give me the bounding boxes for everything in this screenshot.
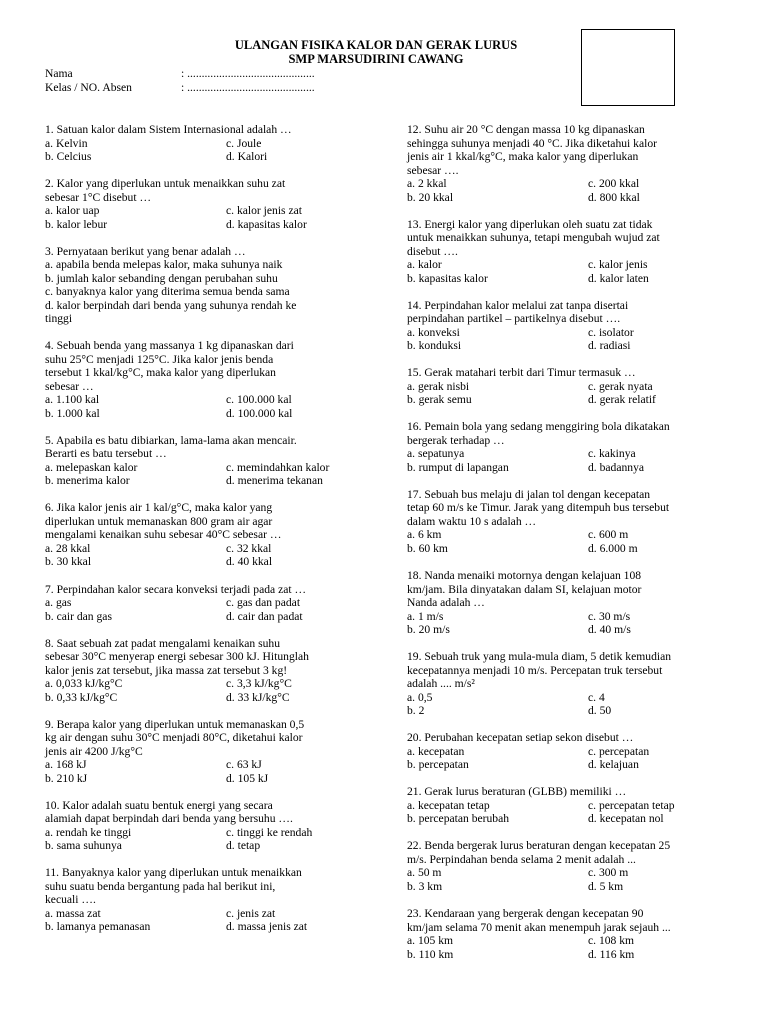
answer-option[interactable]: a. 2 kkal	[407, 177, 447, 190]
answer-options	[45, 258, 370, 326]
answer-option[interactable]: a. konveksi	[407, 325, 460, 339]
answer-options	[45, 393, 370, 420]
question-stem: 7. Perpindahan kalor secara konveksi terjadi pada zat …	[45, 582, 307, 596]
answer-option[interactable]: d. badannya	[588, 460, 645, 474]
question-stem: 13. Energi kalor yang diperlukan oleh suatu zat tidak untuk menaikkan suhunya, tetapi mengubah wujud zat disebut ….	[407, 217, 660, 258]
answer-option[interactable]: b. 20 m/s	[407, 623, 450, 637]
answer-option[interactable]: a. 1.100 kal	[45, 393, 100, 407]
answer-option[interactable]: d. kapasitas kalor	[226, 217, 307, 231]
answer-option[interactable]: c. gas dan padat	[226, 596, 301, 610]
question-item	[407, 569, 727, 637]
answer-options	[407, 745, 727, 772]
answer-options	[407, 691, 727, 718]
question-stem: 1. Satuan kalor dalam Sistem Internasional adalah …	[45, 123, 292, 136]
answer-option[interactable]: b. konduksi	[407, 339, 462, 353]
identity-row-class	[45, 81, 375, 95]
question-stem: 16. Pemain bola yang sedang menggiring bola dikatakan bergerak terhadap …	[407, 420, 670, 447]
questions-left-column	[45, 123, 370, 948]
answer-option[interactable]: d. 40 m/s	[588, 623, 631, 637]
answer-option[interactable]: a. kecepatan	[407, 744, 465, 758]
answer-option[interactable]: b. percepatan berubah	[407, 812, 510, 826]
question-stem: 14. Perpindahan kalor melalui zat tanpa disertai perpindahan partikel – partikelnya disebut ….	[407, 298, 629, 326]
answer-options	[407, 610, 727, 637]
question-stem: 18. Nanda menaiki motornya dengan kelajuan 108 km/jam. Bila dinyatakan dalam SI, kelajuan motor Nanda adalah …	[407, 569, 642, 610]
question-stem: 3. Pernyataan berikut yang benar adalah …	[45, 244, 246, 258]
answer-options	[45, 677, 370, 704]
question-item	[45, 583, 370, 624]
answer-option[interactable]: d. 33 kJ/kg°C	[226, 690, 290, 704]
answer-option[interactable]: d. kalor berpindah dari benda yang suhunya rendah ke tinggi	[45, 298, 297, 326]
answer-option[interactable]: a. gas	[45, 596, 72, 610]
answer-option[interactable]: d. kelajuan	[588, 758, 639, 772]
question-stem: 8. Saat sebuah zat padat mengalami kenaikan suhu sebesar 30°C menyerap energi sebesar 300 kJ. Hitunglah kalor jenis zat tersebut, jika massa zat tersebut 3 kg!	[45, 636, 309, 677]
question-item	[45, 718, 370, 786]
answer-option[interactable]: a. kalor	[407, 258, 442, 272]
question-item	[407, 731, 727, 772]
answer-option[interactable]: b. 2	[407, 704, 425, 718]
answer-option[interactable]: d. 800 kkal	[588, 190, 640, 204]
answer-option[interactable]: b. 1.000 kal	[45, 406, 100, 420]
answer-option[interactable]: a. kecepatan tetap	[407, 798, 490, 812]
answer-option[interactable]: c. percepatan tetap	[588, 798, 675, 812]
answer-option[interactable]: a. 50 m	[407, 866, 442, 880]
question-stem: 15. Gerak matahari terbit dari Timur termasuk …	[407, 366, 636, 380]
answer-option[interactable]: c. jenis zat	[226, 906, 276, 920]
answer-option[interactable]: c. kalor jenis	[588, 258, 648, 272]
question-item	[45, 123, 370, 164]
answer-option[interactable]: b. rumput di lapangan	[407, 460, 509, 474]
question-item	[45, 434, 370, 488]
answer-option[interactable]: a. 6 km	[407, 528, 442, 542]
answer-option[interactable]: d. gerak relatif	[588, 393, 656, 407]
question-stem: 5. Apabila es batu dibiarkan, lama-lama akan mencair. Berarti es batu tersebut …	[45, 433, 297, 461]
answer-options	[45, 137, 370, 164]
question-item	[407, 785, 727, 826]
question-item	[45, 245, 370, 326]
answer-option[interactable]: b. percepatan	[407, 758, 469, 772]
answer-option[interactable]: b. 110 km	[407, 947, 454, 961]
answer-option[interactable]: b. menerima kalor	[45, 474, 130, 488]
answer-options	[45, 596, 370, 623]
question-item	[407, 366, 727, 407]
identity-label: Kelas / NO. Absen	[45, 80, 132, 94]
answer-option[interactable]: b. 30 kkal	[45, 555, 92, 569]
answer-option[interactable]: a. 0,033 kJ/kg°C	[45, 677, 123, 691]
question-item	[45, 799, 370, 853]
answer-option[interactable]: d. 116 km	[588, 947, 635, 961]
answer-options	[407, 177, 727, 204]
answer-options	[407, 258, 727, 285]
answer-option[interactable]: a. apabila benda melepas kalor, maka suhunya naik	[45, 258, 283, 272]
answer-option[interactable]: c. gerak nyata	[588, 379, 653, 393]
answer-option[interactable]: b. lamanya pemanasan	[45, 920, 151, 934]
question-item	[45, 177, 370, 231]
answer-options	[45, 542, 370, 569]
answer-option[interactable]: a. kalor uap	[45, 204, 100, 218]
question-item	[407, 650, 727, 718]
answer-options	[45, 204, 370, 231]
answer-option[interactable]: a. 105 km	[407, 934, 454, 948]
question-item	[407, 299, 727, 353]
answer-option[interactable]: d. 5 km	[588, 879, 624, 893]
answer-option[interactable]: d. menerima tekanan	[226, 474, 323, 488]
answer-option[interactable]: b. sama suhunya	[45, 839, 122, 853]
answer-option[interactable]: d. 100.000 kal	[226, 406, 293, 420]
answer-option[interactable]: c. tinggi ke rendah	[226, 825, 313, 839]
question-stem: 22. Benda bergerak lurus beraturan dengan kecepatan 25 m/s. Perpindahan benda selama 2 menit adalah ...	[407, 839, 671, 866]
question-item	[407, 907, 727, 961]
answer-option[interactable]: c. Joule	[226, 136, 262, 150]
photo-box	[581, 29, 675, 106]
answer-option[interactable]: d. 50	[588, 704, 612, 718]
question-stem: 23. Kendaraan yang bergerak dengan kecepatan 90 km/jam selama 70 menit akan menempuh jarak sejauh ...	[407, 907, 671, 934]
question-item	[45, 501, 370, 569]
answer-option[interactable]: c. 30 m/s	[588, 609, 631, 623]
answer-option[interactable]: c. 200 kkal	[588, 177, 640, 190]
answer-option[interactable]: d. massa jenis zat	[226, 920, 308, 934]
answer-option[interactable]: a. 1 m/s	[407, 609, 444, 623]
question-stem: 12. Suhu air 20 °C dengan massa 10 kg dipanaskan sehingga suhunya menjadi 40 °C. Jika diketahui kalor jenis air 1 kkal/kg°C, maka kalor yang diperlukan sebesar ….	[407, 123, 657, 177]
answer-option[interactable]: c. isolator	[588, 325, 634, 339]
answer-option[interactable]: c. kalor jenis zat	[226, 204, 302, 218]
answer-option[interactable]: c. percepatan	[588, 744, 650, 758]
identity-label: Nama	[45, 67, 73, 80]
answer-options	[45, 826, 370, 853]
answer-options	[407, 799, 727, 826]
question-stem: 20. Perubahan kecepatan setiap sekon disebut …	[407, 731, 634, 745]
answer-option[interactable]: b. 0,33 kJ/kg°C	[45, 690, 118, 704]
answer-options	[45, 758, 370, 785]
answer-option[interactable]: d. 40 kkal	[226, 555, 273, 569]
question-stem: 19. Sebuah truk yang mula-mula diam, 5 detik kemudian kecepatannya menjadi 10 m/s. Percepatan truk tersebut adalah .... m/s²	[407, 650, 672, 691]
answer-option[interactable]: b. gerak semu	[407, 393, 472, 407]
answer-option[interactable]: a. Kelvin	[45, 136, 88, 150]
questions-right-column	[407, 123, 727, 975]
answer-option[interactable]: b. 60 km	[407, 541, 448, 555]
answer-option[interactable]: c. 100.000 kal	[226, 393, 292, 407]
answer-option[interactable]: d. 105 kJ	[226, 771, 269, 785]
answer-option[interactable]: c. 108 km	[588, 934, 635, 948]
answer-option[interactable]: b. jumlah kalor sebanding dengan perubahan suhu	[45, 271, 278, 285]
answer-option[interactable]: a. 0,5	[407, 690, 433, 704]
question-item	[45, 866, 370, 934]
answer-option[interactable]: c. 4	[588, 690, 605, 704]
answer-option[interactable]: c. 3,3 kJ/kg°C	[226, 677, 292, 691]
question-stem: 11. Banyaknya kalor yang diperlukan untuk menaikkan suhu suatu benda bergantung pada hal berikut ini, kecuali ….	[45, 866, 302, 907]
question-stem: 4. Sebuah benda yang massanya 1 kg dipanaskan dari suhu 25°C menjadi 125°C. Jika kalor jenis benda tersebut 1 kkal/kg°C, maka kalor yang diperlukan sebesar …	[45, 339, 294, 393]
exam-title: ULANGAN FISIKA KALOR DAN GERAK LURUS	[234, 38, 518, 52]
answer-option[interactable]: a. gerak nisbi	[407, 379, 470, 393]
answer-option[interactable]: d. Kalori	[226, 150, 268, 163]
question-item	[407, 218, 727, 286]
answer-option[interactable]: d. kalor laten	[588, 271, 649, 285]
question-stem: 6. Jika kalor jenis air 1 kal/g°C, maka kalor yang diperlukan untuk memanaskan 800 gram air agar mengalami kenaikan suhu sebesar 40°C sebesar …	[45, 501, 282, 542]
answer-option[interactable]: d. radiasi	[588, 339, 631, 353]
question-item	[45, 339, 370, 420]
answer-options	[407, 528, 727, 555]
answer-options	[45, 461, 370, 488]
answer-option[interactable]: b. 210 kJ	[45, 771, 88, 785]
answer-option[interactable]: a. massa zat	[45, 906, 101, 920]
identity-row-name	[45, 67, 375, 81]
answer-option[interactable]: b. cair dan gas	[45, 609, 112, 623]
answer-options	[407, 326, 727, 353]
answer-option[interactable]: b. 20 kkal	[407, 190, 454, 204]
question-stem: 9. Berapa kalor yang diperlukan untuk memanaskan 0,5 kg air dengan suhu 30°C menjadi 80°C, diketahui kalor jenis air 4200 J/kg°C	[45, 717, 305, 758]
answer-option[interactable]: c. 600 m	[588, 528, 629, 542]
answer-option[interactable]: a. melepaskan kalor	[45, 460, 138, 474]
answer-option[interactable]: d. 6.000 m	[588, 541, 638, 555]
question-item	[407, 839, 727, 893]
answer-option[interactable]: c. 300 m	[588, 866, 629, 880]
identity-blank[interactable]: : ............................................	[181, 67, 315, 80]
question-item	[45, 637, 370, 705]
answer-option[interactable]: c. memindahkan kalor	[226, 460, 330, 474]
question-item	[407, 488, 727, 556]
student-identity	[45, 67, 375, 94]
question-stem: 21. Gerak lurus beraturan (GLBB) memiliki …	[407, 785, 627, 799]
answer-option[interactable]: c. kakinya	[588, 447, 636, 461]
answer-options	[407, 380, 727, 407]
answer-option[interactable]: c. 32 kkal	[226, 541, 272, 555]
answer-option[interactable]: a. sepatunya	[407, 447, 465, 461]
answer-option[interactable]: d. kecepatan nol	[588, 812, 664, 826]
answer-option[interactable]: d. cair dan padat	[226, 609, 303, 623]
answer-option[interactable]: a. 28 kkal	[45, 541, 91, 555]
answer-option[interactable]: b. kalor lebur	[45, 217, 108, 231]
answer-options	[45, 907, 370, 934]
answer-option[interactable]: d. tetap	[226, 839, 261, 853]
question-stem: 2. Kalor yang diperlukan untuk menaikkan suhu zat sebesar 1°C disebut …	[45, 177, 286, 204]
question-item	[407, 123, 727, 204]
answer-options	[407, 447, 727, 474]
school-name: SMP MARSUDIRINI CAWANG	[288, 52, 464, 66]
question-stem: 17. Sebuah bus melaju di jalan tol dengan kecepatan tetap 60 m/s ke Timur. Jarak yang ditempuh bus tersebut dalam waktu 10 s adalah …	[407, 487, 670, 528]
answer-option[interactable]: c. banyaknya kalor yang diterima semua benda sama	[45, 285, 290, 299]
answer-option[interactable]: b. Celcius	[45, 150, 92, 163]
answer-option[interactable]: c. 63 kJ	[226, 758, 262, 772]
answer-option[interactable]: b. 3 km	[407, 879, 443, 893]
answer-option[interactable]: a. 168 kJ	[45, 758, 87, 772]
answer-options	[407, 934, 727, 961]
answer-options	[407, 866, 727, 893]
question-item	[407, 420, 727, 474]
answer-option[interactable]: b. kapasitas kalor	[407, 271, 488, 285]
identity-blank[interactable]: : ............................................	[181, 80, 315, 94]
question-stem: 10. Kalor adalah suatu bentuk energi yang secara alamiah dapat berpindah dari benda yang bersuhu ….	[45, 798, 293, 826]
answer-option[interactable]: a. rendah ke tinggi	[45, 825, 132, 839]
